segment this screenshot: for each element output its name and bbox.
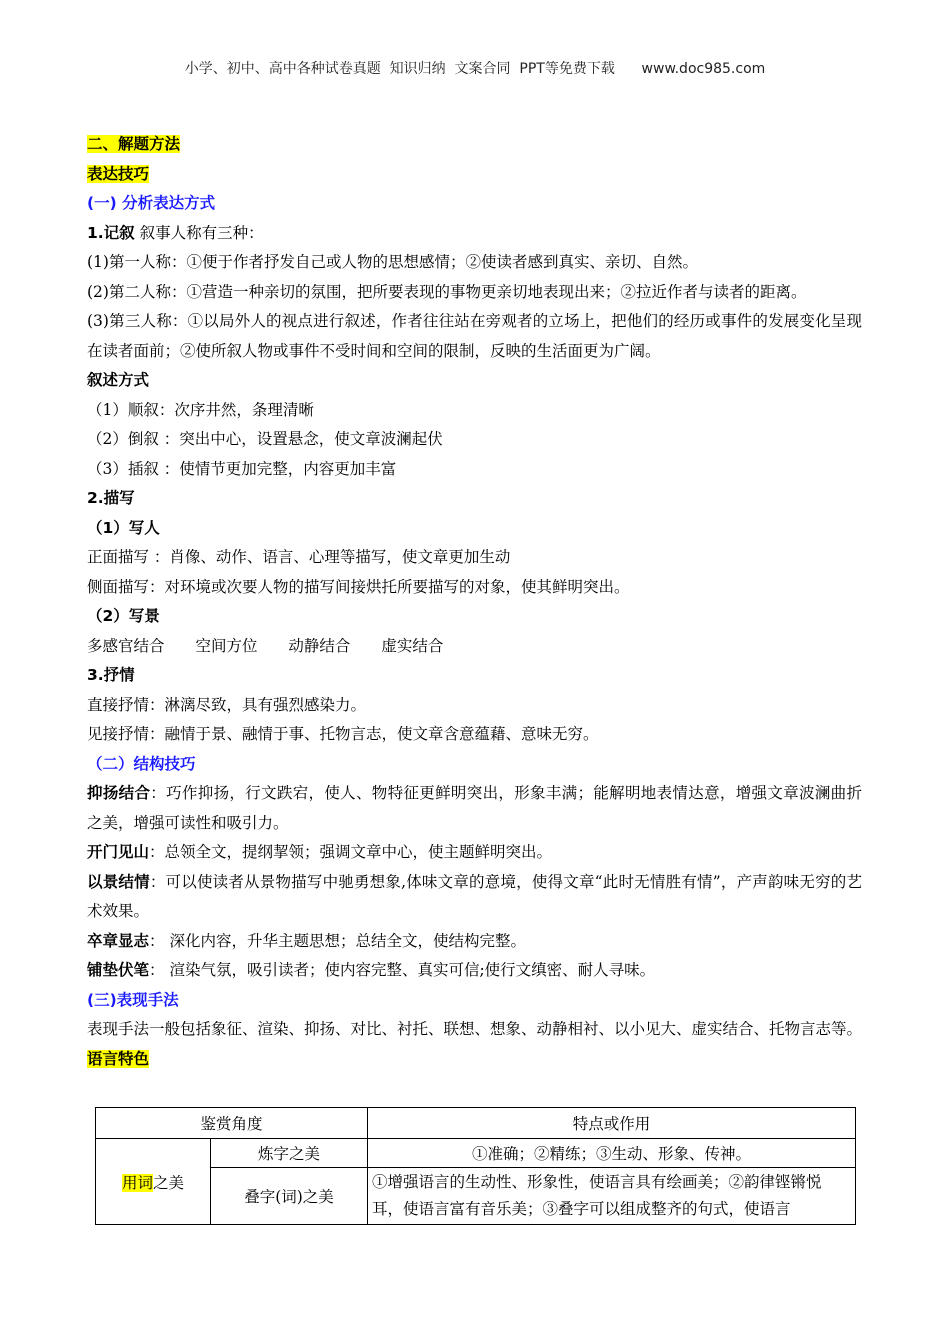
narration-line [87, 219, 862, 249]
narration-intro: 叙事人称有三种： [139, 223, 264, 242]
scene-item: 空间方位 [195, 636, 258, 655]
group-highlight: 用词 [121, 1173, 153, 1192]
structure-text: ：总领全文，提纲挈领；强调文章中心，使主题鲜明突出。 [149, 843, 553, 861]
structure-term: 抑扬结合 [87, 784, 151, 802]
table-sub-cell: 叠字(词)之美 [211, 1168, 368, 1225]
language-table [95, 1107, 856, 1225]
method-item: （3）插叙 ：使情节更加完整，内容更加丰富 [87, 459, 397, 478]
table-sub-cell: 炼字之美 [211, 1139, 368, 1168]
table-desc-cell: ①增强语言的生动性、形象性，使语言具有绘画美；②韵律铿锵悦耳，使语言富有音乐美；③叠字可以组成整齐的句式，使语言 [368, 1168, 856, 1225]
scene-item: 虚实结合 [381, 636, 444, 655]
lyric-heading: 3.抒情 [87, 666, 135, 684]
side-description: 侧面描写：对环境或次要人物的描写间接烘托所要描写的对象，使其鲜明突出。 [87, 577, 630, 596]
structure-item [87, 838, 862, 868]
table-header: 特点或作用 [368, 1108, 856, 1139]
table-row [96, 1139, 856, 1168]
methods-heading: 叙述方式 [87, 371, 150, 389]
structure-item [87, 956, 862, 986]
table-header: 鉴赏角度 [96, 1108, 368, 1139]
front-description: 正面描写 ：肖像、动作、语言、心理等描写，使文章更加生动 [87, 548, 511, 566]
table-desc-cell: ①准确；②精练；③生动、形象、传神。 [368, 1139, 856, 1168]
structure-text: ：可以使读者从景物描写中驰勇想象,体味文章的意境，使得文章“此时无情胜有情”，产声韵味无穷的艺术效果。 [87, 872, 862, 920]
part3-text: 表现手法一般包括象征、渲染、抑扬、对比、衬托、联想、想象、动静相衬、以小见大、虚实结合、托物言志等。 [87, 1020, 863, 1038]
group-rest: 之美 [153, 1173, 185, 1192]
structure-term: 铺垫伏笔 [87, 961, 150, 979]
section-title: 二、解题方法 [87, 135, 181, 153]
table-header-row [96, 1108, 856, 1139]
structure-item [87, 779, 862, 838]
description-heading: 2.描写 [87, 489, 135, 507]
language-title: 语言特色 [87, 1049, 150, 1068]
scene-items [87, 632, 862, 662]
scene-item: 动静结合 [288, 636, 351, 655]
structure-term: 以景结情 [87, 872, 150, 891]
structure-text: ： 渲染气氛，吸引读者；使内容完整、真实可信;使行文缜密、耐人寻味。 [149, 961, 656, 979]
structure-text: ： 深化内容，升华主题思想；总结全文，使结构完整。 [149, 931, 526, 950]
people-heading: （1）写人 [87, 518, 160, 537]
indirect-lyric: 见接抒情：融情于景、融情于事、托物言志，使文章含意蕴藉、意味无穷。 [87, 725, 599, 743]
document-body [87, 130, 862, 1074]
part3-title: (三)表现手法 [87, 990, 179, 1009]
method-item: （2）倒叙 ：突出中心，设置悬念，使文章波澜起伏 [87, 430, 443, 448]
scene-heading: （2）写景 [87, 607, 160, 625]
scene-item: 多感官结合 [87, 636, 165, 655]
direct-lyric: 直接抒情：淋漓尽致，具有强烈感染力。 [87, 695, 367, 714]
second-person: (2)第二人称：①营造一种亲切的氛围，把所要表现的事物更亲切地表现出来；②拉近作者与读者的距离。 [87, 282, 807, 301]
page-header: 小学、初中、高中各种试卷真题 知识归纳 文案合同 PPT等免费下载 www.doc985.com [184, 61, 766, 77]
structure-term: 开门见山 [87, 843, 150, 861]
part1-title: (一) 分析表达方式 [87, 194, 216, 212]
expression-title: 表达技巧 [87, 164, 150, 183]
structure-term: 卒章显志 [87, 931, 150, 950]
structure-item [87, 868, 862, 927]
third-person: (3)第三人称：①以局外人的视点进行叙述，作者往往站在旁观者的立场上，把他们的经历或事件的发展变化呈现在读者面前；②使所叙人物或事件不受时间和空间的限制，反映的生活面更为广阔。 [87, 312, 862, 360]
structure-text: ：巧作抑扬，行文跌宕，使人、物特征更鲜明突出，形象丰满；能解明地表情达意，增强文章波澜曲折之美，增强可读性和吸引力。 [87, 784, 862, 832]
first-person: (1)第一人称：①便于作者抒发自己或人物的思想感情；②使读者感到真实、亲切、自然。 [87, 253, 698, 271]
method-item: （1）顺叙：次序井然，条理清晰 [87, 400, 314, 419]
structure-item [87, 927, 862, 957]
narration-heading: 1.记叙 [87, 223, 135, 242]
table-group-cell [96, 1139, 211, 1225]
part2-title: （二）结构技巧 [87, 754, 196, 773]
